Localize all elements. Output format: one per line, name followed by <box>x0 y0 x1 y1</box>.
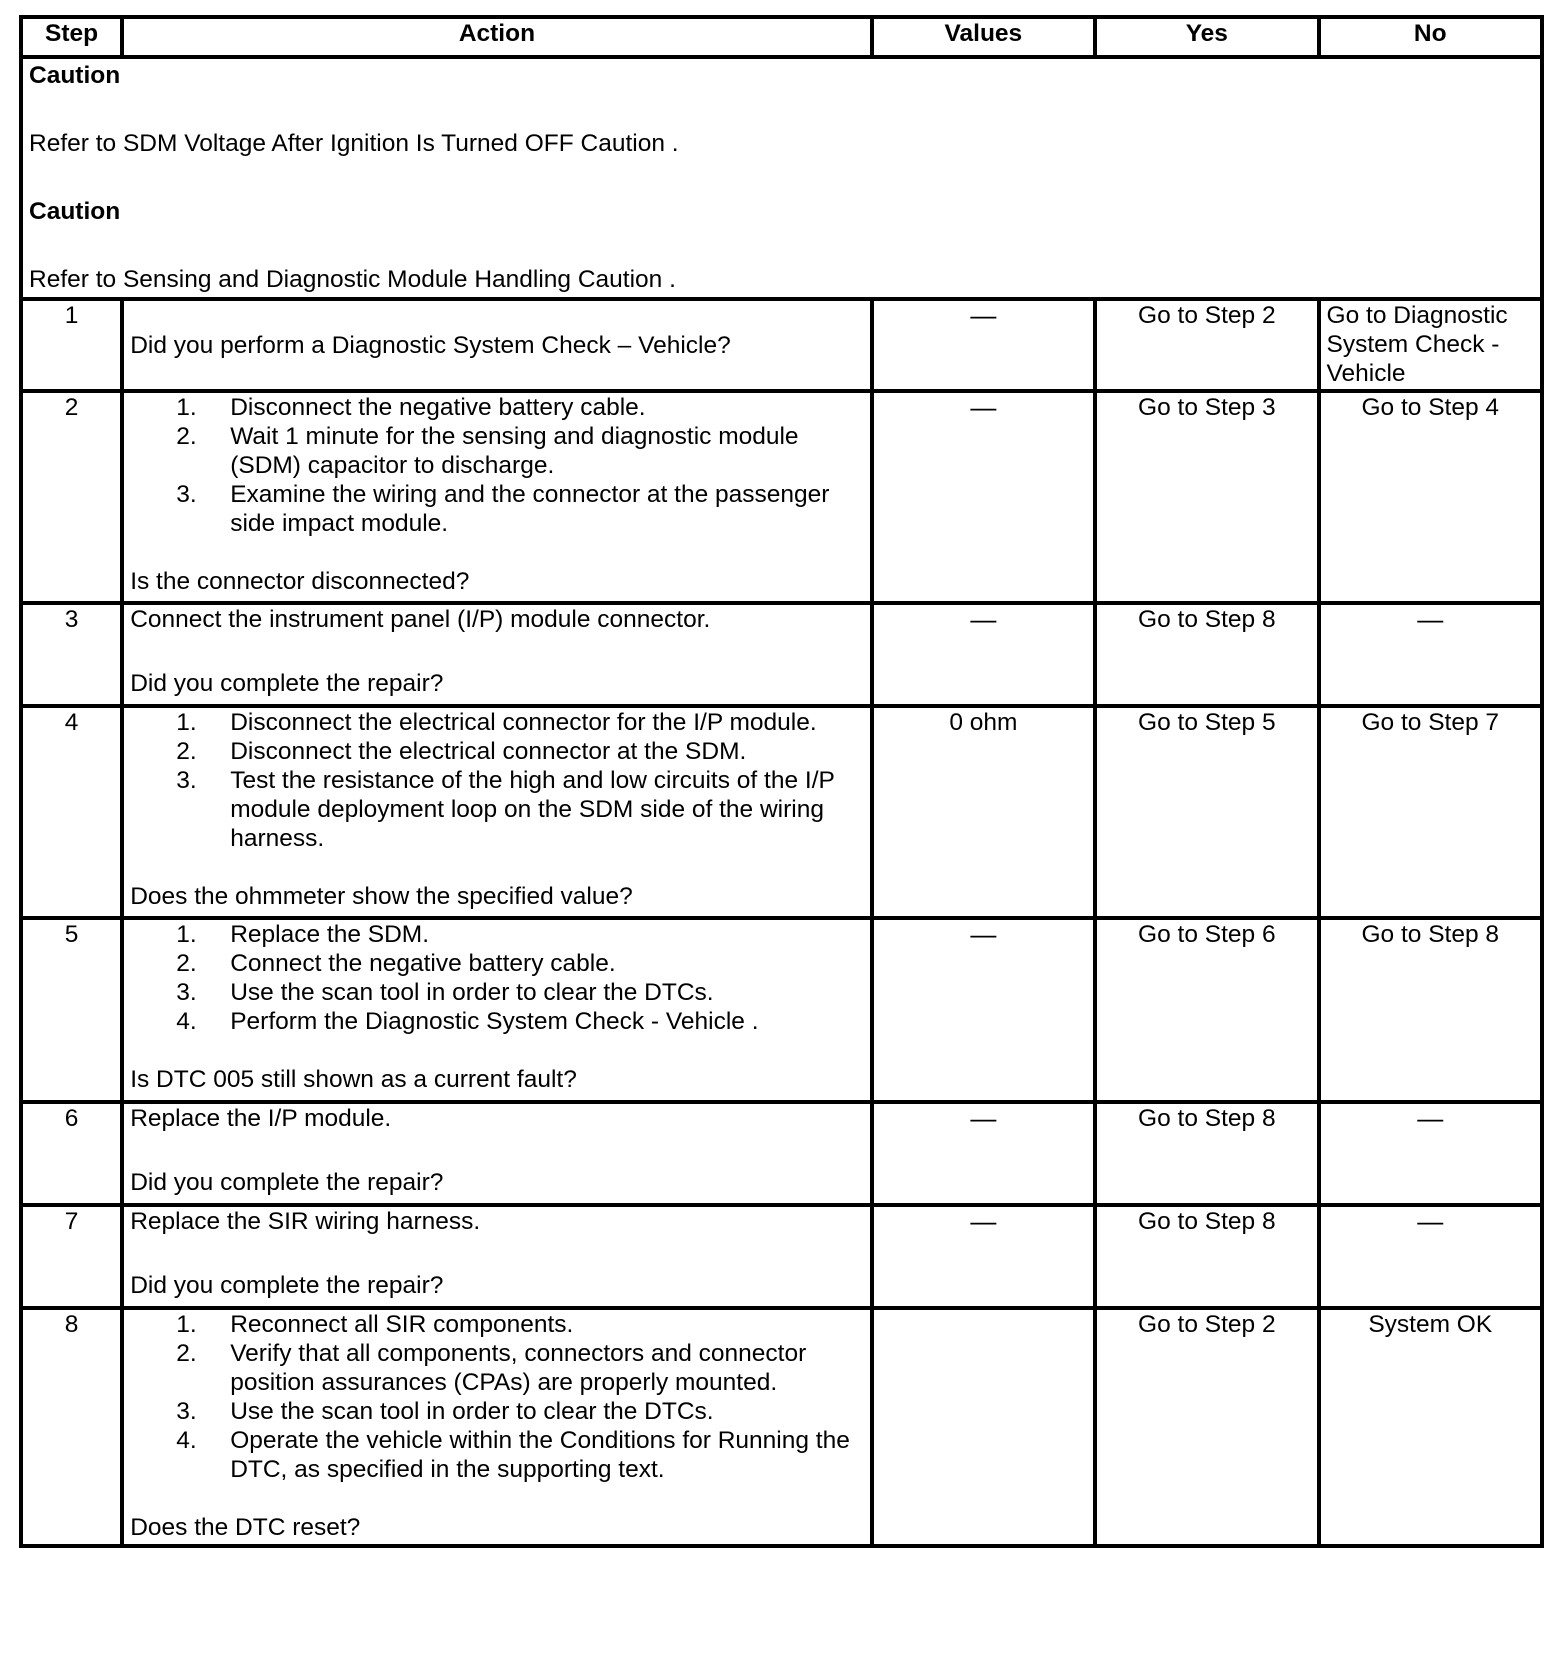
action-question: Did you perform a Diagnostic System Check – Vehicle? <box>130 331 731 359</box>
action-step-item <box>176 708 863 737</box>
step-number: 4 <box>21 706 122 918</box>
yes-cell: Go to Step 3 <box>1095 391 1318 603</box>
action-step-item <box>176 1007 863 1036</box>
action-step-text: Test the resistance of the high and low circuits of the I/P module deployment loop on the SDM side of the wiring harness. <box>230 767 835 852</box>
action-step-number: 1. <box>176 709 197 736</box>
action-question: Does the ohmmeter show the specified value? <box>130 883 633 910</box>
values-cell: — <box>872 918 1095 1102</box>
action-step-number: 3. <box>176 767 197 794</box>
action-step-text: Verify that all components, connectors and connector position assurances (CPAs) are properly mounted. <box>230 1340 807 1396</box>
values-cell: 0 ohm <box>872 706 1095 918</box>
action-question: Did you complete the repair? <box>130 670 444 697</box>
action-cell <box>122 603 871 706</box>
action-question: Did you complete the repair? <box>130 1169 444 1196</box>
table-row <box>21 391 1542 603</box>
header-action: Action <box>122 17 871 57</box>
action-intro: Connect the instrument panel (I/P) module connector. <box>130 606 711 633</box>
yes-cell: Go to Step 5 <box>1095 706 1318 918</box>
action-step-list <box>130 708 863 853</box>
action-question: Is the connector disconnected? <box>130 568 470 595</box>
step-number: 6 <box>21 1102 122 1205</box>
step-number: 5 <box>21 918 122 1102</box>
action-step-item <box>176 1310 863 1339</box>
action-step-item <box>176 1339 863 1397</box>
caution-text: Refer to Sensing and Diagnostic Module Handling Caution . <box>29 266 676 293</box>
action-step-text: Wait 1 minute for the sensing and diagnostic module (SDM) capacitor to discharge. <box>230 423 799 479</box>
diagnostic-table <box>19 15 1544 1548</box>
action-step-item <box>176 480 863 538</box>
step-number: 8 <box>21 1308 122 1546</box>
caution-title: Caution <box>29 198 121 225</box>
action-step-text: Operate the vehicle within the Conditions for Running the DTC, as specified in the supporting text. <box>230 1427 850 1483</box>
action-step-text: Disconnect the electrical connector for the I/P module. <box>230 709 817 736</box>
values-cell: — <box>872 1102 1095 1205</box>
step-number: 3 <box>21 603 122 706</box>
action-step-list <box>130 920 863 1036</box>
action-step-item <box>176 978 863 1007</box>
no-cell: Go to Step 7 <box>1319 706 1542 918</box>
action-step-number: 2. <box>176 950 197 977</box>
caution-cell <box>21 57 1542 299</box>
action-intro: Replace the SIR wiring harness. <box>130 1208 481 1235</box>
header-values: Values <box>872 17 1095 57</box>
action-step-text: Replace the SDM. <box>230 921 429 948</box>
action-step-number: 2. <box>176 423 197 450</box>
action-step-item <box>176 1426 863 1484</box>
action-step-number: 1. <box>176 921 197 948</box>
action-intro: Replace the I/P module. <box>130 1105 392 1132</box>
action-step-item <box>176 766 863 853</box>
action-cell <box>122 391 871 603</box>
action-step-list <box>130 1310 863 1484</box>
yes-cell: Go to Step 8 <box>1095 1102 1318 1205</box>
step-number: 7 <box>21 1205 122 1308</box>
action-step-item <box>176 949 863 978</box>
no-cell: System OK <box>1319 1308 1542 1546</box>
table-row <box>21 918 1542 1102</box>
action-cell <box>122 1205 871 1308</box>
no-cell: — <box>1319 1205 1542 1308</box>
action-step-number: 4. <box>176 1427 197 1454</box>
no-cell: — <box>1319 1102 1542 1205</box>
header-yes: Yes <box>1095 17 1318 57</box>
caution-title: Caution <box>29 62 121 89</box>
action-step-text: Use the scan tool in order to clear the DTCs. <box>230 979 714 1006</box>
action-step-number: 2. <box>176 1340 197 1367</box>
values-cell: — <box>872 299 1095 391</box>
action-step-item <box>176 737 863 766</box>
action-cell <box>122 706 871 918</box>
caution-text: Refer to SDM Voltage After Ignition Is Turned OFF Caution . <box>29 130 679 157</box>
caution-row <box>21 57 1542 299</box>
no-cell: Go to Step 4 <box>1319 391 1542 603</box>
action-step-number: 1. <box>176 394 197 421</box>
action-step-number: 3. <box>176 481 197 508</box>
table-row <box>21 706 1542 918</box>
table-row <box>21 1102 1542 1205</box>
values-cell: — <box>872 391 1095 603</box>
yes-cell: Go to Step 2 <box>1095 1308 1318 1546</box>
action-step-text: Disconnect the electrical connector at the SDM. <box>230 738 747 765</box>
action-step-number: 1. <box>176 1311 197 1338</box>
action-cell <box>122 299 871 391</box>
no-cell: Go to Diagnostic System Check - Vehicle <box>1319 299 1542 391</box>
header-step: Step <box>21 17 122 57</box>
action-cell <box>122 1308 871 1546</box>
no-cell: Go to Step 8 <box>1319 918 1542 1102</box>
action-step-number: 4. <box>176 1008 197 1035</box>
action-step-text: Perform the Diagnostic System Check - Vehicle . <box>230 1008 759 1035</box>
action-step-item <box>176 1397 863 1426</box>
action-question: Does the DTC reset? <box>130 1514 361 1541</box>
action-step-number: 3. <box>176 979 197 1006</box>
action-cell <box>122 1102 871 1205</box>
action-step-text: Connect the negative battery cable. <box>230 950 616 977</box>
action-step-text: Disconnect the negative battery cable. <box>230 394 646 421</box>
table-row <box>21 299 1542 391</box>
header-no: No <box>1319 17 1542 57</box>
action-step-text: Reconnect all SIR components. <box>230 1311 574 1338</box>
table-header-row <box>21 17 1542 57</box>
table-row <box>21 1308 1542 1546</box>
action-cell <box>122 918 871 1102</box>
yes-cell: Go to Step 8 <box>1095 1205 1318 1308</box>
values-cell: — <box>872 1205 1095 1308</box>
action-step-number: 3. <box>176 1398 197 1425</box>
table-row <box>21 1205 1542 1308</box>
action-question: Is DTC 005 still shown as a current fault? <box>130 1066 577 1093</box>
action-step-list <box>130 393 863 538</box>
yes-cell: Go to Step 8 <box>1095 603 1318 706</box>
action-step-number: 2. <box>176 738 197 765</box>
yes-cell: Go to Step 6 <box>1095 918 1318 1102</box>
action-step-item <box>176 422 863 480</box>
action-question: Did you complete the repair? <box>130 1272 444 1299</box>
no-cell: — <box>1319 603 1542 706</box>
step-number: 2 <box>21 391 122 603</box>
action-step-item <box>176 920 863 949</box>
table-row <box>21 603 1542 706</box>
values-cell: — <box>872 603 1095 706</box>
step-number: 1 <box>21 299 122 391</box>
action-step-text: Use the scan tool in order to clear the DTCs. <box>230 1398 714 1425</box>
action-step-text: Examine the wiring and the connector at the passenger side impact module. <box>230 481 830 537</box>
yes-cell: Go to Step 2 <box>1095 299 1318 391</box>
values-cell <box>872 1308 1095 1546</box>
action-step-item <box>176 393 863 422</box>
